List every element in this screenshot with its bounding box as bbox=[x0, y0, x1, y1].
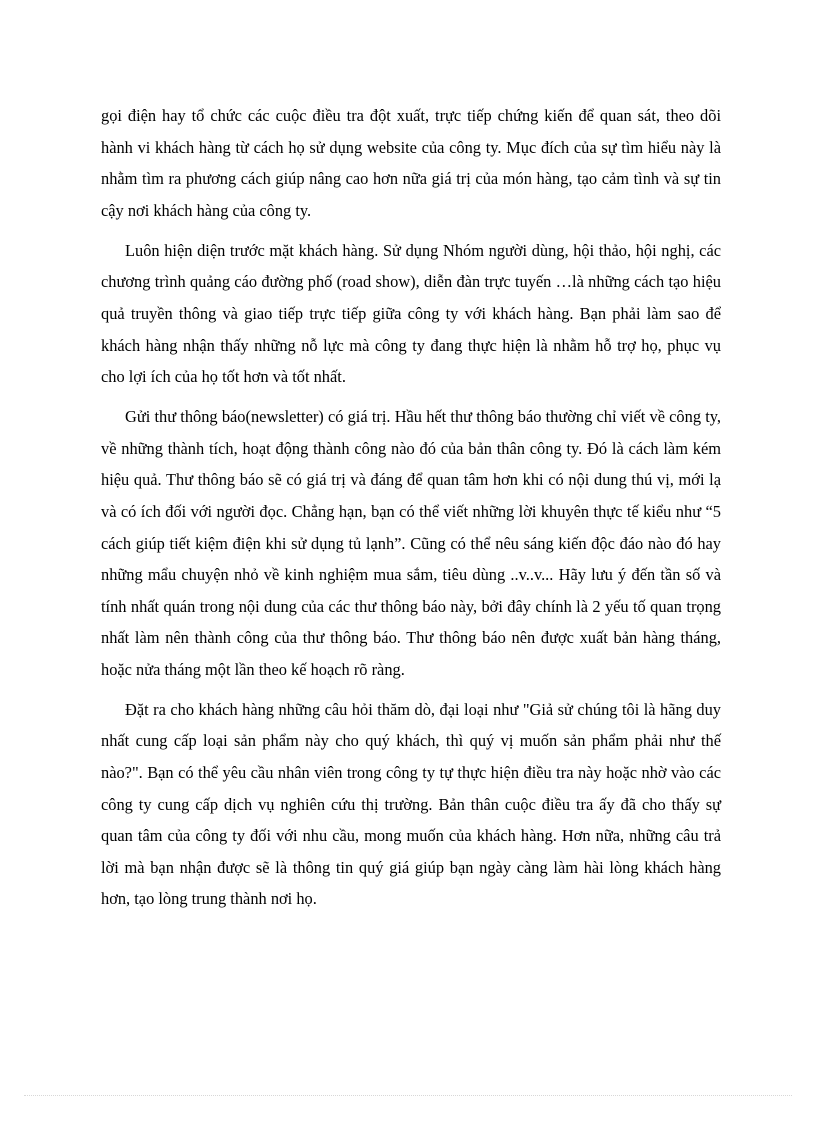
document-body bbox=[101, 100, 721, 923]
paragraph-newsletter: Gửi thư thông báo(newsletter) có giá trị. Hầu hết thư thông báo thường chỉ viết về công ty, về những thành tích, hoạt động thành công nào đó của bản thân công ty. Đó là cách làm kém hiệu quả. Thư thông báo sẽ có giá trị và đáng để quan tâm hơn khi có nội dung thú vị, mới lạ và có ích đối với người đọc. Chẳng hạn, bạn có thể viết những lời khuyên thực tế kiểu như “5 cách giúp tiết kiệm điện khi sử dụng tủ lạnh”. Cũng có thể nêu sáng kiến độc đáo nào đó hay những mẩu chuyện nhỏ về kinh nghiệm mua sắm, tiêu dùng ..v..v... Hãy lưu ý đến tần số và tính nhất quán trong nội dung của các thư thông báo này, bởi đây chính là 2 yếu tố quan trọng nhất làm nên thành công của thư thông báo. Thư thông báo nên được xuất bản hàng tháng, hoặc nửa tháng một lần theo kế hoạch rõ ràng. bbox=[101, 407, 721, 679]
paragraph-continued-text: gọi điện hay tổ chức các cuộc điều tra đột xuất, trực tiếp chứng kiến để quan sát, theo dõi hành vi khách hàng từ cách họ sử dụng website của công ty. Mục đích của sự tìm hiểu này là nhằm tìm ra phương cách giúp nâng cao hơn nữa giá trị của món hàng, tạo cảm tình và sự tin cậy nơi khách hàng của công ty. bbox=[101, 106, 721, 220]
paragraph-customer-presence: Luôn hiện diện trước mặt khách hàng. Sử dụng Nhóm người dùng, hội thảo, hội nghị, các chương trình quảng cáo đường phố (road show), diễn đàn trực tuyến …là những cách tạo hiệu quả truyền thông và giao tiếp trực tiếp giữa công ty với khách hàng. Bạn phải làm sao để khách hàng nhận thấy những nỗ lực mà công ty đang thực hiện là nhằm hỗ trợ họ, phục vụ cho lợi ích của họ tốt hơn và tốt nhất. bbox=[101, 240, 721, 387]
paragraph-survey-questions: Đặt ra cho khách hàng những câu hỏi thăm dò, đại loại như "Giả sử chúng tôi là hãng duy nhất cung cấp loại sản phẩm này cho quý khách, thì quý vị muốn sản phẩm phải như thế nào?". Bạn có thể yêu cầu nhân viên trong công ty tự thực hiện điều tra này hoặc nhờ vào các công ty cung cấp dịch vụ nghiên cứu thị trường. Bản thân cuộc điều tra ấy đã cho thấy sự quan tâm của công ty đối với nhu cầu, mong muốn của khách hàng. Hơn nữa, những câu trả lời mà bạn nhận được sẽ là thông tin quý giá giúp bạn ngày càng làm hài lòng khách hàng hơn, tạo lòng trung thành nơi họ. bbox=[101, 699, 721, 909]
page-bottom-divider bbox=[24, 1095, 792, 1096]
